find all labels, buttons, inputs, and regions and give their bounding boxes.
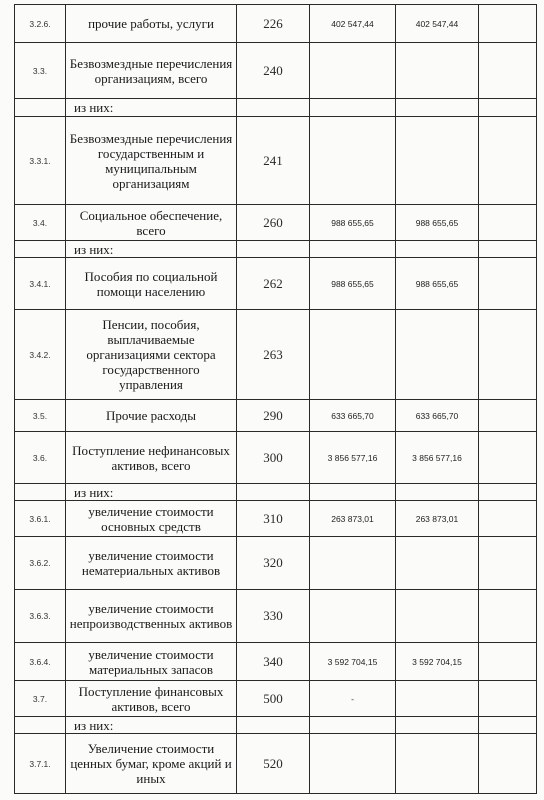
row-value-3 — [479, 310, 537, 400]
row-code — [237, 717, 310, 734]
row-number: 3.4. — [15, 205, 66, 241]
row-code: 520 — [237, 734, 310, 794]
table-row — [15, 484, 537, 501]
row-description: Пенсии, пособия, выплачиваемые организациями сектора государственного управления — [66, 310, 237, 400]
row-code: 241 — [237, 117, 310, 205]
row-value-3 — [479, 258, 537, 310]
row-value-2 — [396, 43, 479, 99]
row-value-3 — [479, 734, 537, 794]
row-value-3 — [479, 5, 537, 43]
row-code — [237, 241, 310, 258]
row-number — [15, 241, 66, 258]
table-row — [15, 537, 537, 590]
row-code: 260 — [237, 205, 310, 241]
table-row — [15, 43, 537, 99]
row-value-1 — [310, 590, 396, 643]
row-number: 3.7. — [15, 681, 66, 717]
row-value-3 — [479, 43, 537, 99]
table-row — [15, 258, 537, 310]
row-value-1: 633 665,70 — [310, 400, 396, 432]
row-number: 3.6.1. — [15, 501, 66, 537]
row-code: 330 — [237, 590, 310, 643]
row-value-3 — [479, 432, 537, 484]
row-value-3 — [479, 537, 537, 590]
row-value-3 — [479, 681, 537, 717]
row-value-3 — [479, 717, 537, 734]
row-number: 3.6. — [15, 432, 66, 484]
row-value-1 — [310, 43, 396, 99]
row-value-2 — [396, 681, 479, 717]
row-value-2: 3 856 577,16 — [396, 432, 479, 484]
table-row — [15, 432, 537, 484]
row-value-2 — [396, 717, 479, 734]
row-number: 3.5. — [15, 400, 66, 432]
row-number: 3.6.4. — [15, 643, 66, 681]
row-description: увеличение стоимости нематериальных активов — [66, 537, 237, 590]
row-number: 3.3. — [15, 43, 66, 99]
table-row — [15, 241, 537, 258]
row-value-3 — [479, 117, 537, 205]
table-row — [15, 590, 537, 643]
row-value-3 — [479, 643, 537, 681]
row-code: 226 — [237, 5, 310, 43]
row-code: 310 — [237, 501, 310, 537]
row-number: 3.4.2. — [15, 310, 66, 400]
row-value-3 — [479, 241, 537, 258]
table-row — [15, 501, 537, 537]
row-value-2: 402 547,44 — [396, 5, 479, 43]
row-description: Увеличение стоимости ценных бумаг, кроме акций и иных — [66, 734, 237, 794]
row-value-2 — [396, 99, 479, 117]
row-description: увеличение стоимости основных средств — [66, 501, 237, 537]
table-row — [15, 717, 537, 734]
row-description: из них: — [66, 717, 237, 734]
row-number — [15, 717, 66, 734]
row-number: 3.7.1. — [15, 734, 66, 794]
row-value-2 — [396, 537, 479, 590]
row-value-2: 988 655,65 — [396, 205, 479, 241]
row-value-2: 263 873,01 — [396, 501, 479, 537]
row-number: 3.2.6. — [15, 5, 66, 43]
expense-table — [14, 4, 537, 794]
row-value-2 — [396, 734, 479, 794]
row-number — [15, 484, 66, 501]
table-row — [15, 205, 537, 241]
row-code — [237, 484, 310, 501]
row-description: Безвозмездные перечисления государственным и муниципальным организациям — [66, 117, 237, 205]
row-description: Безвозмездные перечисления организациям, всего — [66, 43, 237, 99]
row-value-3 — [479, 99, 537, 117]
row-description: Поступление финансовых активов, всего — [66, 681, 237, 717]
row-value-2: 3 592 704,15 — [396, 643, 479, 681]
row-value-3 — [479, 400, 537, 432]
row-value-1: 988 655,65 — [310, 205, 396, 241]
table-row — [15, 117, 537, 205]
row-description: из них: — [66, 241, 237, 258]
row-value-1 — [310, 241, 396, 258]
row-description: из них: — [66, 484, 237, 501]
table-row — [15, 734, 537, 794]
row-number: 3.4.1. — [15, 258, 66, 310]
row-value-1 — [310, 484, 396, 501]
table-row — [15, 310, 537, 400]
row-code: 240 — [237, 43, 310, 99]
row-code: 500 — [237, 681, 310, 717]
row-code: 320 — [237, 537, 310, 590]
row-value-1 — [310, 734, 396, 794]
row-value-1: 988 655,65 — [310, 258, 396, 310]
row-description: Пособия по социальной помощи населению — [66, 258, 237, 310]
row-value-3 — [479, 590, 537, 643]
table-row — [15, 681, 537, 717]
row-description: Социальное обеспечение, всего — [66, 205, 237, 241]
row-value-2 — [396, 590, 479, 643]
table-row — [15, 5, 537, 43]
row-code: 263 — [237, 310, 310, 400]
table-row — [15, 99, 537, 117]
row-value-2 — [396, 484, 479, 501]
row-value-1: 3 592 704,15 — [310, 643, 396, 681]
row-code — [237, 99, 310, 117]
row-value-1 — [310, 99, 396, 117]
row-value-2 — [396, 117, 479, 205]
row-value-2 — [396, 241, 479, 258]
row-value-2 — [396, 310, 479, 400]
row-value-1: - — [310, 681, 396, 717]
row-description: увеличение стоимости непроизводственных активов — [66, 590, 237, 643]
row-value-3 — [479, 501, 537, 537]
row-value-2: 988 655,65 — [396, 258, 479, 310]
row-description: Поступление нефинансовых активов, всего — [66, 432, 237, 484]
row-value-1 — [310, 717, 396, 734]
row-value-1: 3 856 577,16 — [310, 432, 396, 484]
row-description: увеличение стоимости материальных запасов — [66, 643, 237, 681]
row-value-1: 263 873,01 — [310, 501, 396, 537]
row-code: 290 — [237, 400, 310, 432]
row-code: 340 — [237, 643, 310, 681]
row-value-3 — [479, 484, 537, 501]
row-description: Прочие расходы — [66, 400, 237, 432]
table-row — [15, 400, 537, 432]
row-code: 262 — [237, 258, 310, 310]
row-value-1 — [310, 537, 396, 590]
row-description: прочие работы, услуги — [66, 5, 237, 43]
row-value-1: 402 547,44 — [310, 5, 396, 43]
row-code: 300 — [237, 432, 310, 484]
row-description: из них: — [66, 99, 237, 117]
row-value-3 — [479, 205, 537, 241]
row-value-1 — [310, 310, 396, 400]
row-number: 3.6.3. — [15, 590, 66, 643]
row-number — [15, 99, 66, 117]
row-value-2: 633 665,70 — [396, 400, 479, 432]
table-row — [15, 643, 537, 681]
row-number: 3.6.2. — [15, 537, 66, 590]
row-number: 3.3.1. — [15, 117, 66, 205]
row-value-1 — [310, 117, 396, 205]
